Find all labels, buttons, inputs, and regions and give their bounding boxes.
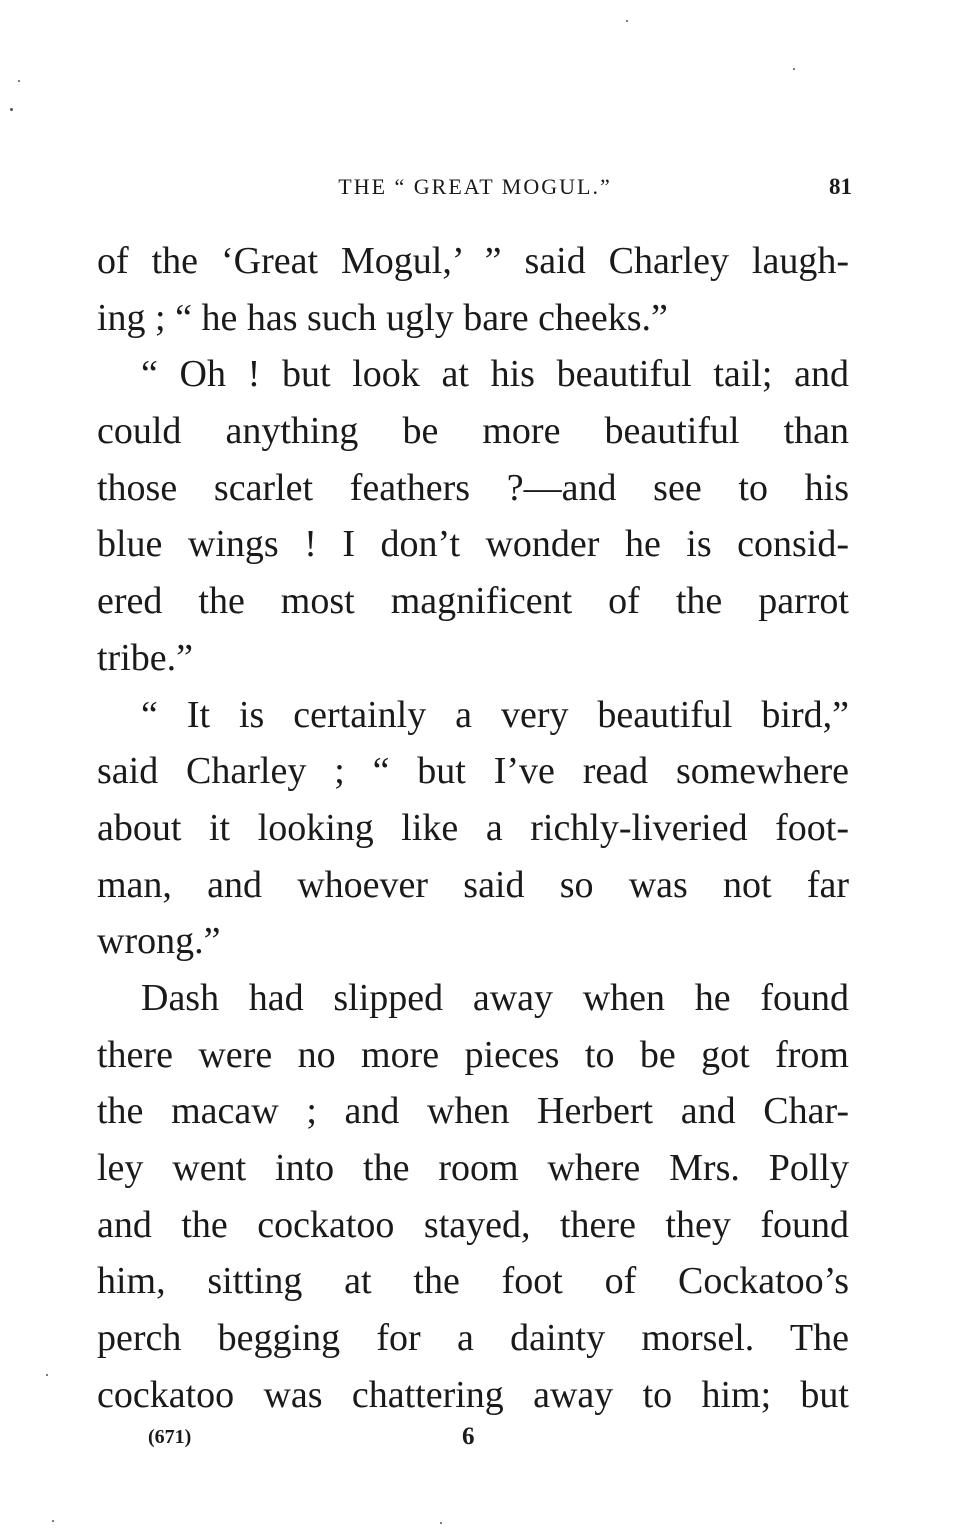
- paper-speck: [18, 80, 20, 82]
- text-line: about it looking like a richly-liveried foot-: [97, 806, 849, 849]
- text-line: ered the most magnificent of the parrot: [97, 580, 849, 623]
- signature-mark: (671): [148, 1426, 192, 1448]
- text-line: of the ‘Great Mogul,’ ” said Charley laugh-: [97, 240, 849, 282]
- text-line: and the cockatoo stayed, there they found: [97, 1203, 849, 1246]
- text-line: the macaw ; and when Herbert and Char-: [97, 1090, 849, 1133]
- text-line: man, and whoever said so was not far: [97, 863, 849, 906]
- paper-speck: [46, 1374, 48, 1376]
- text-line: Dash had slipped away when he found: [141, 976, 849, 1019]
- text-line: wrong.”: [97, 920, 221, 963]
- text-line: cockatoo was chattering away to him; but: [97, 1373, 849, 1416]
- text-line: said Charley ; “ but I’ve read somewhere: [97, 750, 849, 793]
- text-line: ley went into the room where Mrs. Polly: [97, 1147, 849, 1189]
- body-text: [97, 233, 849, 1423]
- text-line: “ It is certainly a very beautiful bird,”: [141, 693, 849, 736]
- text-line: there were no more pieces to be got from: [97, 1033, 849, 1076]
- text-line: him, sitting at the foot of Cockatoo’s: [97, 1260, 849, 1303]
- paper-speck: [10, 108, 13, 111]
- paper-speck: [626, 20, 628, 22]
- text-line: blue wings ! I don’t wonder he is consid-: [97, 523, 849, 566]
- running-head: [98, 170, 852, 204]
- text-line: perch begging for a dainty morsel. The: [97, 1317, 849, 1360]
- running-title: THE “ GREAT MOGUL.”: [338, 174, 612, 199]
- text-line: ing ; “ he has such ugly bare cheeks.”: [97, 296, 668, 339]
- text-line: could anything be more beautiful than: [97, 410, 849, 453]
- page-footer: [98, 1420, 852, 1454]
- text-line: those scarlet feathers ?—and see to his: [97, 466, 849, 509]
- paper-speck: [52, 1520, 54, 1522]
- text-line: tribe.”: [97, 636, 194, 679]
- sheet-number: 6: [462, 1423, 475, 1450]
- paper-speck: [440, 1522, 442, 1524]
- page-number: 81: [829, 174, 852, 199]
- text-line: “ Oh ! but look at his beautiful tail; and: [141, 353, 849, 396]
- paper-speck: [793, 68, 795, 70]
